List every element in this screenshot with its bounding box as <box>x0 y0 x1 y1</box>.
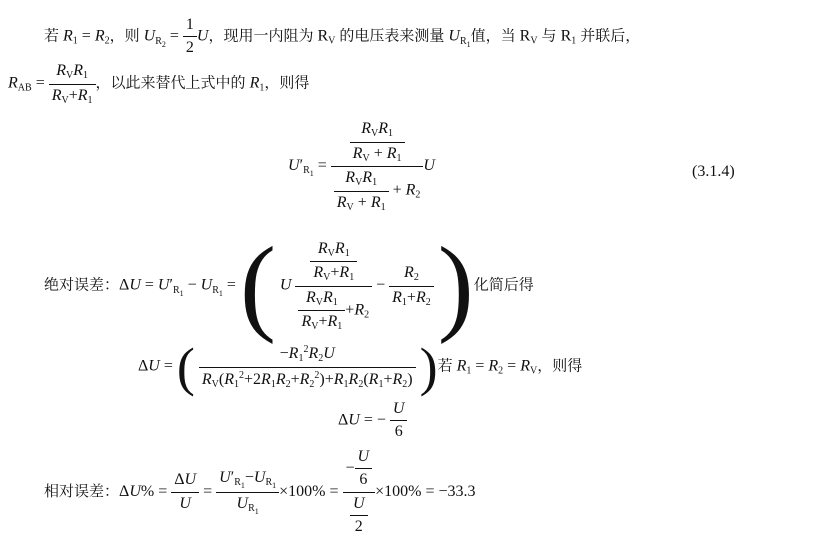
delta-u-result: ΔU = − $\frac{U}{6}$ <box>338 400 407 442</box>
relative-error-equation: 相对误差：ΔU% = $\frac{\Delta U}{U}$ = $\frac{U'_{R_1}-U_{R_1}}{U_{R_1}}$ ×100% = − $\frac{U}{6}$ $\frac{U}{2}$ ×100% = −33.3 <box>44 448 476 536</box>
paragraph-line-2: $R_{AB}$ = $\frac{R_VR_1}{R_V+R_1}$ ，以此来替代上式中的 $R_1$，则得 <box>8 62 310 106</box>
paragraph-line-1: 若 $R_1 = R_2$，则 $U_{R_2}$ = $\frac{1}{2}$ U，现用一内阻为 $R_V$ 的电压表来测量 $U_{R_1}$值，当 $R_V$ 与 $R_1$ 并联后， <box>44 16 641 57</box>
equation-3-1-4: $U'_{R_1}$ = $\frac{R_VR_1}{R_V + R_1}$ $\frac{R_VR_1}{R_V + R_1}$ + $R_2$ U <box>288 120 435 213</box>
equation-number: (3.1.4) <box>692 163 735 180</box>
simplified-equation: ΔU = ( $\frac{-R_1^2R_2U}{R_V(R_1^2+2R_1R_2+R_2^2)+R_1R_2(R_1+R_2)}$ )若 $R_1 = R_2 = R_V$，则得 <box>138 337 583 397</box>
absolute-error-equation: 绝对误差：$\Delta U = U'_{R_1} - U_{R_1}$ = ( U $\frac{R_VR_1}{R_V+R_1}$ $\frac{R_VR_1}{R_V+R_1}$ $+R_2$ − $\frac{R_2}{R_1+R_2}$ )化简后得 <box>44 226 534 345</box>
